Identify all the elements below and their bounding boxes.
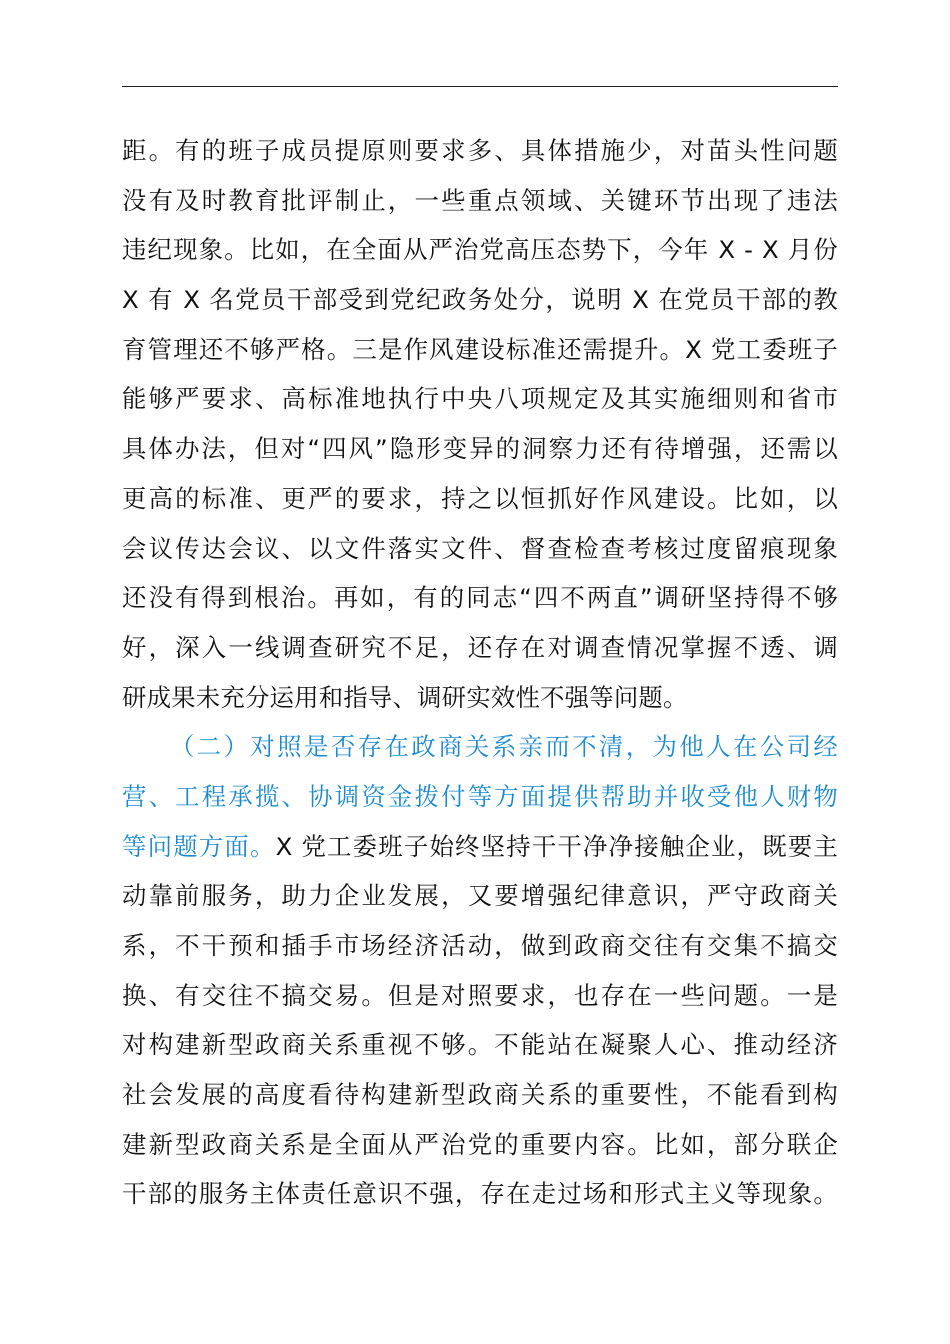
body-line: 能够严要求、高标准地执行中央八项规定及其实施细则和省市 — [122, 384, 838, 414]
header-rule — [122, 86, 838, 87]
body-line: 还没有得到根治。再如，有的同志“四不两直”调研坚持得不够 — [122, 583, 838, 613]
body-line: 会议传达会议、以文件落实文件、督查检查考核过度留痕现象 — [122, 533, 838, 563]
body-line: 育管理还不够严格。三是作风建设标准还需提升。X 党工委班子 — [122, 334, 838, 364]
body-line: 距。有的班子成员提原则要求多、具体措施少，对苗头性问题 — [122, 136, 838, 165]
section-heading-line: （二）对照是否存在政商关系亲而不清，为他人在公司经 — [170, 732, 838, 762]
body-line: X 有 X 名党员干部受到党纪政务处分，说明 X 在党员干部的教 — [122, 285, 838, 315]
body-line: 干部的服务主体责任意识不强，存在走过场和形式主义等现象。 — [122, 1179, 838, 1209]
body-line-mixed — [122, 822, 838, 872]
body-line: 换、有交往不搞交易。但是对照要求，也存在一些问题。一是 — [122, 980, 838, 1010]
body-line: 具体办法，但对“四风”隐形变异的洞察力还有待增强，还需以 — [122, 434, 838, 464]
body-line: 更高的标准、更严的要求，持之以恒抓好作风建设。比如，以 — [122, 483, 838, 513]
body-line: 建新型政商关系是全面从严治党的重要内容。比如，部分联企 — [122, 1129, 838, 1159]
body-line: 好，深入一线调查研究不足，还存在对调查情况掌握不透、调 — [122, 632, 838, 662]
body-line: 系，不干预和插手市场经济活动，做到政商交往有交集不搞交 — [122, 931, 838, 960]
body-line: 违纪现象。比如，在全面从严治党高压态势下，今年 X - X 月份 — [122, 235, 838, 265]
body-line: 没有及时教育批评制止，一些重点领域、关键环节出现了违法 — [122, 185, 838, 215]
body-line: 社会发展的高度看待构建新型政商关系的重要性，不能看到构 — [122, 1080, 838, 1110]
section-heading-end: 等问题方面。 — [122, 831, 276, 861]
body-line: 动靠前服务，助力企业发展，又要增强纪律意识，严守政商关 — [122, 881, 838, 911]
section-heading-line: 营、工程承揽、协调资金拨付等方面提供帮助并收受他人财物 — [122, 781, 838, 811]
body-line: 对构建新型政商关系重视不够。不能站在凝聚人心、推动经济 — [122, 1030, 838, 1060]
document-body — [122, 126, 838, 1219]
body-text-segment: X 党工委班子始终坚持干干净净接触企业，既要主 — [275, 831, 838, 861]
body-line: 研成果未充分运用和指导、调研实效性不强等问题。 — [122, 682, 688, 712]
